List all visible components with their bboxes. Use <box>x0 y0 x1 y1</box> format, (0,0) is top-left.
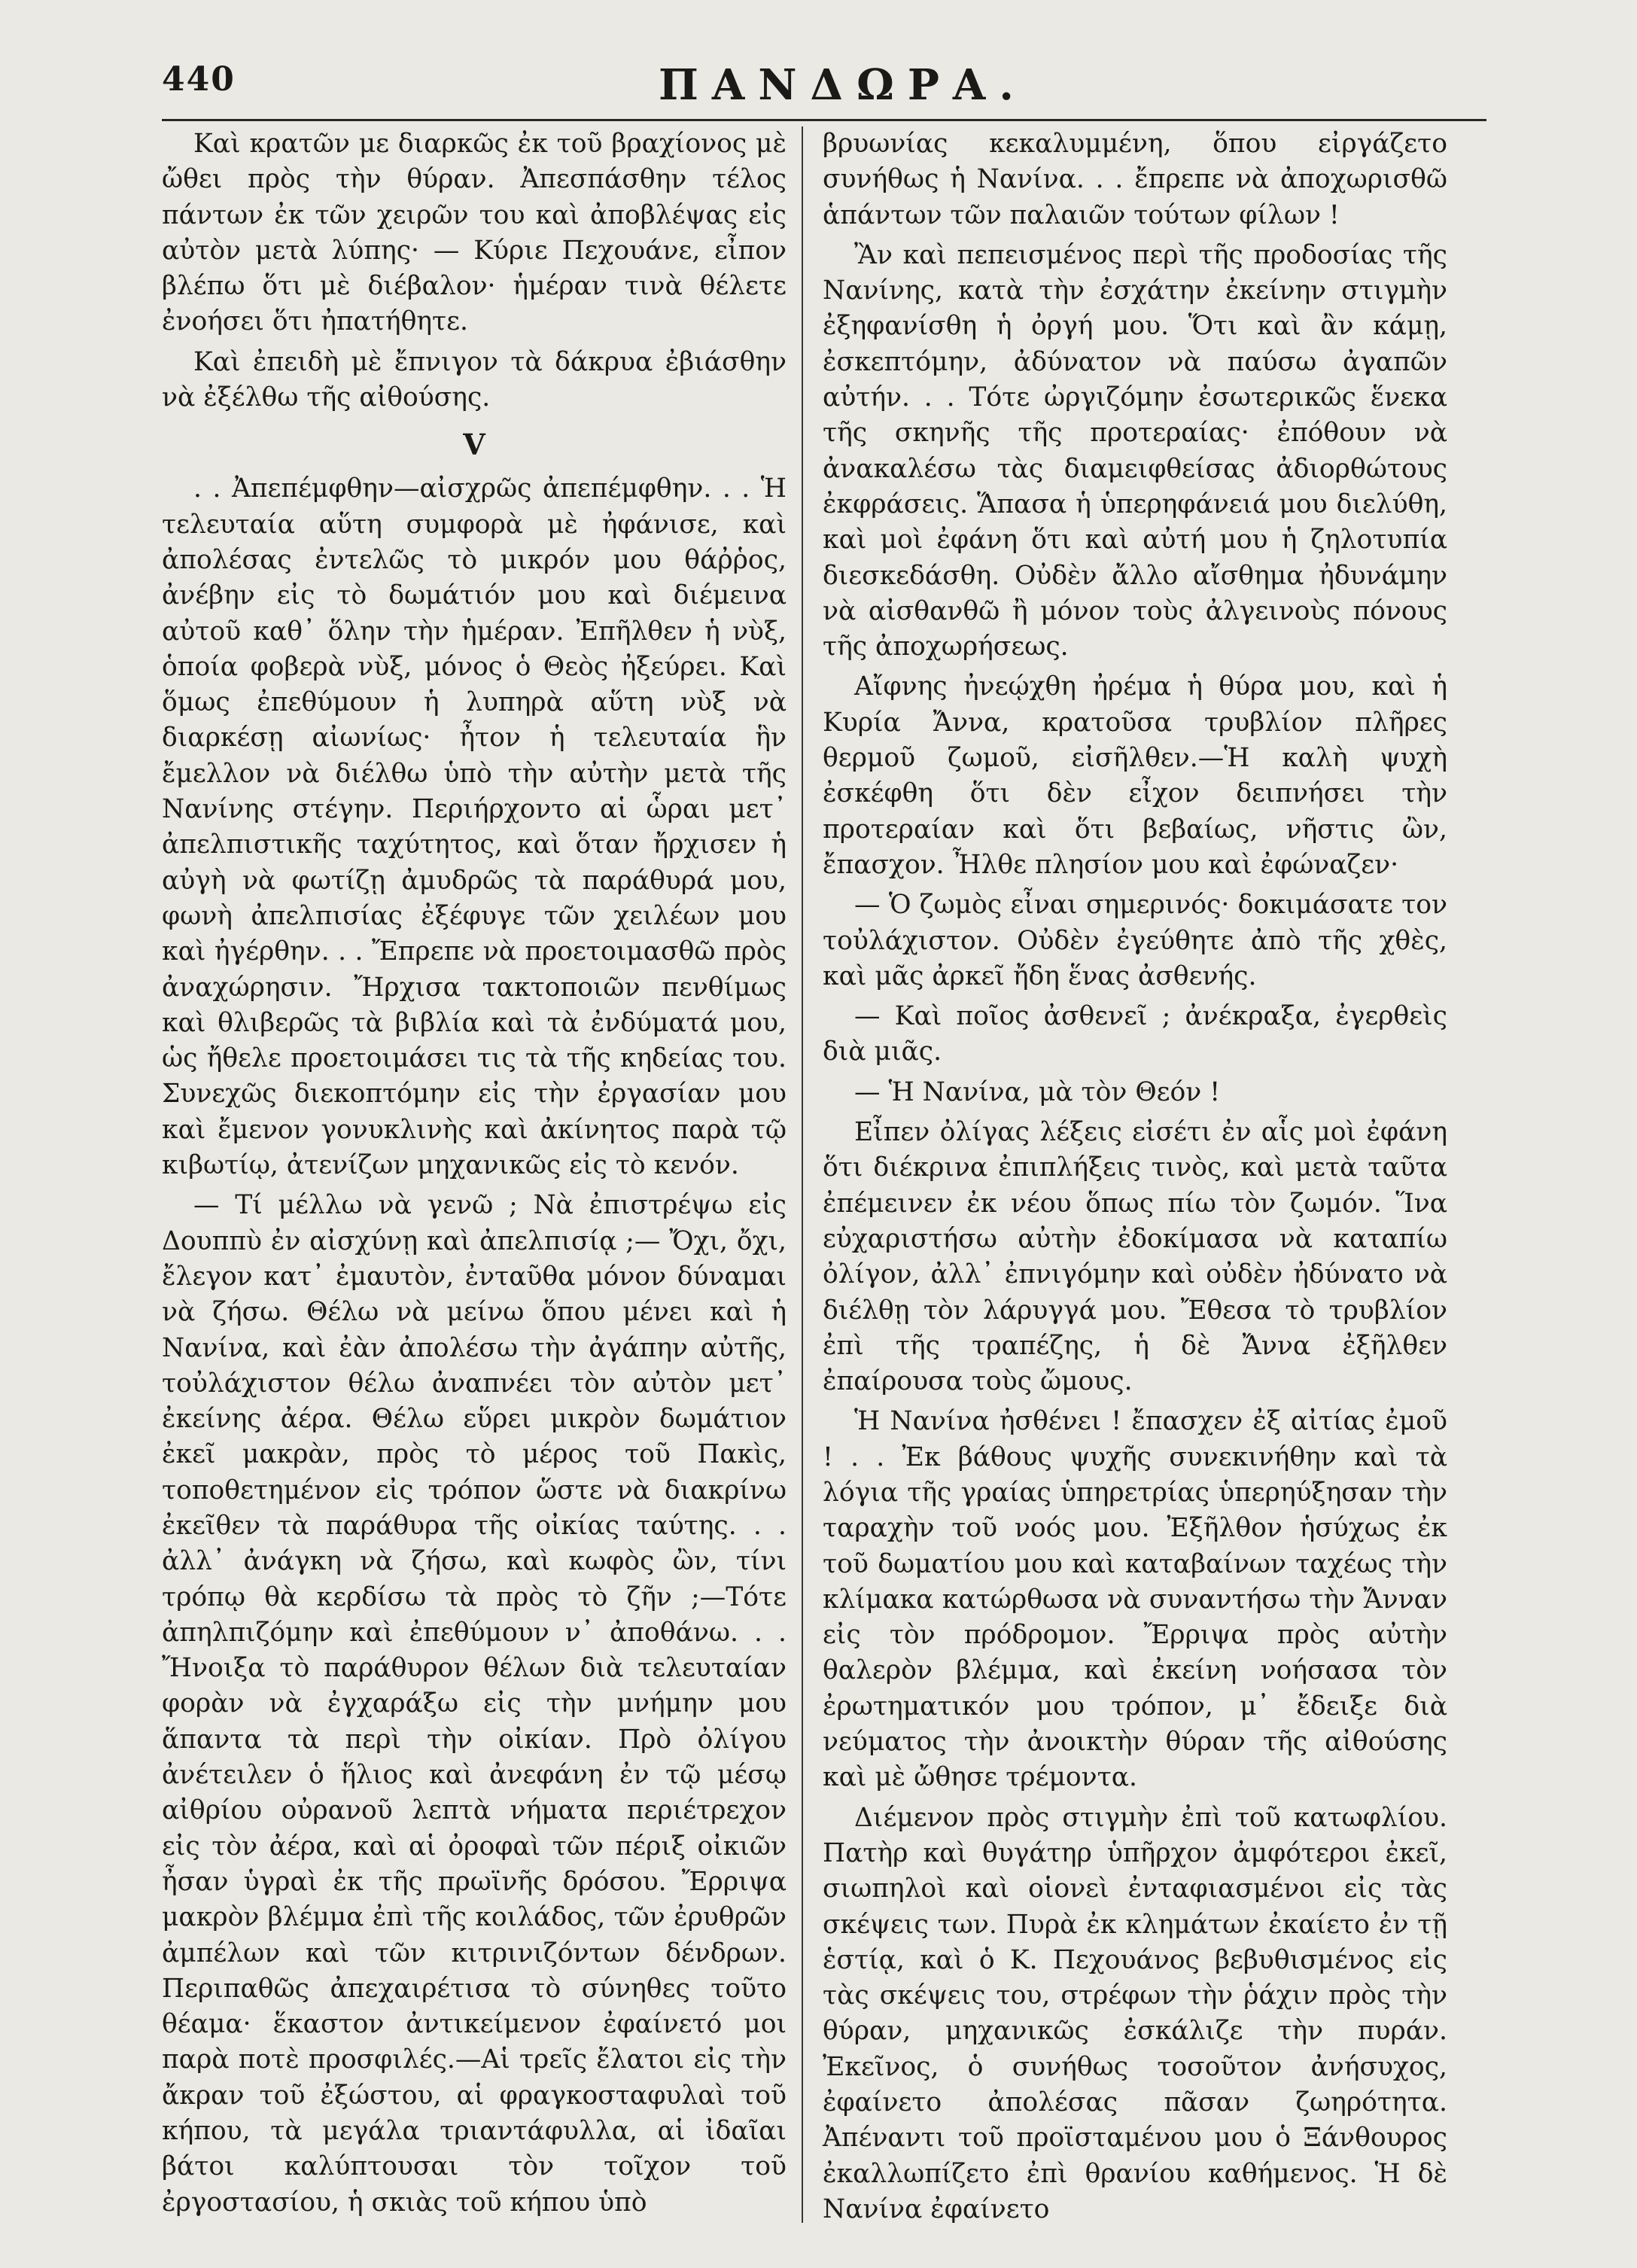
paragraph: Διέμενον πρὸς στιγμὴν ἐπὶ τοῦ κατωφλίου. Πατὴρ καὶ θυγάτηρ ὑπῆρχον ἀμφότεροι ἐκεῖ, σιωπηλοὶ καὶ οἱονεὶ ἐνταφιασμένοι εἰς τὰς σκέψεις των. Πυρὰ ἐκ κλημάτων ἐκαίετο ἐν τῇ ἑστίᾳ, καὶ ὁ Κ. Πεχουάνος βεβυθισμένος εἰς τὰς σκέψεις του, στρέφων τὴν ῥάχιν πρὸς τὴν θύραν, μηχανικῶς ἐσκάλιζε τὴν πυράν. Ἐκεῖνος, ὁ συνήθως τοσοῦτον ἀνήσυχος, ἐφαίνετο ἀπολέσας πᾶσαν ζωηρότητα. Ἀπέναντι τοῦ προϊσταμένου μου ὁ Ξάνθουρος ἐκαλλωπίζετο ἐπὶ θρανίου καθήμενος. Ἡ δὲ Νανίνα ἐφαίνετο <box>823 1802 1447 2224</box>
page-number: 440 <box>162 60 236 99</box>
paragraph: Αἴφνης ἠνεῴχθη ἠρέμα ἡ θύρα μου, καὶ ἡ Κυρία Ἄννα, κρατοῦσα τρυβλίον πλῆρες θερμοῦ ζωμοῦ, εἰσῆλθεν.—Ἡ καλὴ ψυχὴ ἐσκέφθη ὅτι δὲν εἶχον δειπνήσει τὴν προτεραίαν καὶ ὅτι βεβαίως, νῆστις ὢν, ἔπασχον. Ἦλθε πλησίον μου καὶ ἐφώναζεν· <box>823 671 1447 880</box>
page-header <box>162 60 1486 128</box>
paragraph: Καὶ κρατῶν με διαρκῶς ἐκ τοῦ βραχίονος μὲ ὤθει πρὸς τὴν θύραν. Ἀπεσπάσθην τέλος πάντων ἐκ τῶν χειρῶν του καὶ ἀποβλέψας εἰς αὐτὸν μετὰ λύπης· — Κύριε Πεχουάνε, εἶπον βλέπω ὅτι μὲ διέβαλον· ἡμέραν τινὰ θέλετε ἐνοήσει ὅτι ἠπατήθητε. <box>162 129 787 337</box>
paragraph: Ἂν καὶ πεπεισμένος περὶ τῆς προδοσίας τῆς Νανίνης, κατὰ τὴν ἐσχάτην ἐκείνην στιγμὴν ἐξηφανίσθη ἡ ὀργή μου. Ὅτι καὶ ἂν κάμῃ, ἐσκεπτόμην, ἀδύνατον νὰ παύσω ἀγαπῶν αὐτήν. . . Τότε ὠργιζόμην ἐσωτερικῶς ἕνεκα τῆς σκηνῆς τῆς προτεραίας· ἐπόθουν νὰ ἀνακαλέσω τὰς διαμειφθείσας ἀδιορθώτους ἐκφράσεις. Ἅπασα ἡ ὑπερηφάνειά μου διελύθη, καὶ μοὶ ἐφάνη ὅτι καὶ αὐτή μου ἡ ζηλοτυπία διεσκεδάσθη. Οὐδὲν ἄλλο αἴσθημα ἠδυνάμην νὰ αἰσθανθῶ ἢ μόνον τοὺς ἀλγεινοὺς πόνους τῆς ἀποχωρήσεως. <box>823 239 1447 662</box>
paragraph: — Ἡ Νανίνα, μὰ τὸν Θεόν ! <box>854 1076 1221 1107</box>
column-divider <box>802 126 803 2223</box>
paragraph: . . Ἀπεπέμφθην—αἰσχρῶς ἀπεπέμφθην. . . Ἡ τελευταία αὕτη συμφορὰ μὲ ἠφάνισε, καὶ ἀπολέσας ἐντελῶς τὸ μικρόν μου θάῤῥος, ἀνέβην εἰς τὸ δωμάτιόν μου καὶ διέμεινα αὐτοῦ καθ᾽ ὅλην τὴν ἡμέραν. Ἐπῆλθεν ἡ νὺξ, ὁποία φοβερὰ νὺξ, μόνος ὁ Θεὸς ἠξεύρει. Καὶ ὅμως ἐπεθύμουν ἡ λυπηρὰ αὕτη νὺξ νὰ διαρκέσῃ αἰωνίως· ἦτον ἡ τελευταία ἣν ἔμελλον νὰ διέλθω ὑπὸ τὴν αὐτὴν μετὰ τῆς Νανίνης στέγην. Περιήρχοντο αἱ ὧραι μετ᾽ ἀπελπιστικῆς ταχύτητος, καὶ ὅταν ἤρχισεν ἡ αὐγὴ νὰ φωτίζῃ ἀμυδρῶς τὰ παράθυρά μου, φωνὴ ἀπελπισίας ἐξέφυγε τῶν χειλέων μου καὶ ἠγέρθην. . . Ἔπρεπε νὰ προετοιμασθῶ πρὸς ἀναχώρησιν. Ἤρχισα τακτοποιῶν πενθίμως καὶ θλιβερῶς τὰ βιβλία καὶ τὰ ἐνδύματά μου, ὡς ἤθελε προετοιμάσει τις τὰ τῆς κηδείας του. Συνεχῶς διεκοπτόμην εἰς τὴν ἐργασίαν μου καὶ ἔμενον γονυκλινὴς καὶ ἀκίνητος παρὰ τῷ κιβωτίῳ, ἀτενίζων μηχανικῶς εἰς τὸ κενόν. <box>162 473 787 1181</box>
left-column <box>162 126 787 2221</box>
running-title: ΠΑΝΔΩΡΑ. <box>659 60 1027 110</box>
paragraph: Ἡ Νανίνα ἠσθένει ! ἔπασχεν ἐξ αἰτίας ἐμοῦ ! . . Ἐκ βάθους ψυχῆς συνεκινήθην καὶ τὰ λόγια τῆς γραίας ὑπηρετρίας ὑπερηύξησαν τὴν ταραχὴν τοῦ νοός μου. Ἐξῆλθον ἡσύχως ἐκ τοῦ δωματίου μου καὶ καταβαίνων ταχέως τὴν κλίμακα κατώρθωσα νὰ συναντήσω τὴν Ἄνναν εἰς τὸν πρόδρομον. Ἔρριψα πρὸς αὐτὴν θαλερὸν βλέμμα, καὶ ἐκείνη νοήσασα τὸν ἐρωτηματικόν μου τρόπον, μ᾽ ἔδειξε διὰ νεύματος τὴν ἀνοικτὴν θύραν τῆς αἰθούσης καὶ μὲ ὤθησε τρέμοντα. <box>823 1406 1447 1793</box>
paragraph: Καὶ ἐπειδὴ μὲ ἔπνιγον τὰ δάκρυα ἐβιάσθην νὰ ἐξέλθω τῆς αἰθούσης. <box>162 346 787 413</box>
paragraph: — Ὁ ζωμὸς εἶναι σημερινός· δοκιμάσατε τον τοὐλάχιστον. Οὐδὲν ἐγεύθητε ἀπὸ τῆς χθὲς, καὶ μᾶς ἀρκεῖ ἤδη ἕνας ἀσθενής. <box>823 890 1447 991</box>
paragraph: — Καὶ ποῖος ἀσθενεῖ ; ἀνέκραξα, ἐγερθεὶς διὰ μιᾶς. <box>823 1001 1447 1067</box>
section-heading: V <box>463 428 485 462</box>
right-column <box>823 126 1447 2227</box>
paragraph: Εἶπεν ὀλίγας λέξεις εἰσέτι ἐν αἷς μοὶ ἐφάνη ὅτι διέκρινα ἐπιπλήξεις τινὸς, καὶ μετὰ ταῦτα ἐπέμεινεν ἐκ νέου ὅπως πίω τὸν ζωμόν. Ἵνα εὐχαριστήσω αὐτὴν ἐδοκίμασα νὰ καταπίω ὀλίγον, ἀλλ᾽ ἐπνιγόμην καὶ οὐδὲν ἠδύνατο νὰ διέλθῃ τὸν λάρυγγά μου. Ἔθεσα τὸ τρυβλίον ἐπὶ τῆς τραπέζης, ἡ δὲ Ἄννα ἐξῆλθεν ἐπαίρουσα τοὺς ὤμους. <box>823 1117 1447 1397</box>
header-rule <box>162 119 1486 121</box>
paragraph: βρυωνίας κεκαλυμμένη, ὅπου εἰργάζετο συνήθως ἡ Νανίνα. . . ἔπρεπε νὰ ἀποχωρισθῶ ἁπάντων τῶν παλαιῶν τούτων φίλων ! <box>823 129 1447 230</box>
paragraph: — Τί μέλλω νὰ γενῶ ; Νὰ ἐπιστρέψω εἰς Δουππὺ ἐν αἰσχύνῃ καὶ ἀπελπισίᾳ ;— Ὄχι, ὄχι, ἔλεγον κατ᾽ ἐμαυτὸν, ἐνταῦθα μόνον δύναμαι νὰ ζήσω. Θέλω νὰ μείνω ὅπου μένει καὶ ἡ Νανίνα, καὶ ἐὰν ἀπολέσω τὴν ἀγάπην αὐτῆς, τοὐλάχιστον θέλω ἀναπνέει τὸν αὐτὸν μετ᾽ ἐκείνης ἀέρα. Θέλω εὕρει μικρὸν δωμάτιον ἐκεῖ μακρὰν, πρὸς τὸ μέρος τοῦ Πακὶς, τοποθετημένον εἰς τρόπον ὥστε νὰ διακρίνω ἐκεῖθεν τὰ παράθυρα τῆς οἰκίας ταύτης. . . ἀλλ᾽ ἀνάγκη νὰ ζήσω, καὶ κωφὸς ὢν, τίνι τρόπῳ θὰ κερδίσω τὰ πρὸς τὸ ζῆν ;—Τότε ἀπηλπιζόμην καὶ ἐπεθύμουν ν᾽ ἀποθάνω. . . Ἤνοιξα τὸ παράθυρον θέλων διὰ τελευταίαν φορὰν νὰ ἐγχαράξω εἰς τὴν μνήμην μου ἅπαντα τὰ περὶ τὴν οἰκίαν. Πρὸ ὀλίγου ἀνέτειλεν ὁ ἥλιος καὶ ἀνεφάνη ἐν τῷ μέσῳ αἰθρίου οὐρανοῦ λεπτὰ νήματα περιέτρεχον εἰς τὸν ἀέρα, καὶ αἱ ὀροφαὶ τῶν πέριξ οἰκιῶν ἦσαν ὑγραὶ ἐκ τῆς πρωϊνῆς δρόσου. Ἔρριψα μακρὸν βλέμμα ἐπὶ τῆς κοιλάδος, τῶν ἐρυθρῶν ἀμπέλων καὶ τῶν κιτρινιζόντων δένδρων. Περιπαθῶς ἀπεχαιρέτισα τὸ σύνηθες τοῦτο θέαμα· ἕκαστον ἀντικείμενον ἐφαίνετό μοι παρὰ ποτὲ προσφιλές.—Αἱ τρεῖς ἔλατοι εἰς τὴν ἄκραν τοῦ ἐξώστου, αἱ φραγκοσταφυλαὶ τοῦ κήπου, τὰ μεγάλα τριαντάφυλλα, αἱ ἰδαῖαι βάτοι καλύπτουσαι τὸν τοῖχον τοῦ ἐργοστασίου, ἡ σκιὰς τοῦ κήπου ὑπὸ <box>162 1190 787 2218</box>
